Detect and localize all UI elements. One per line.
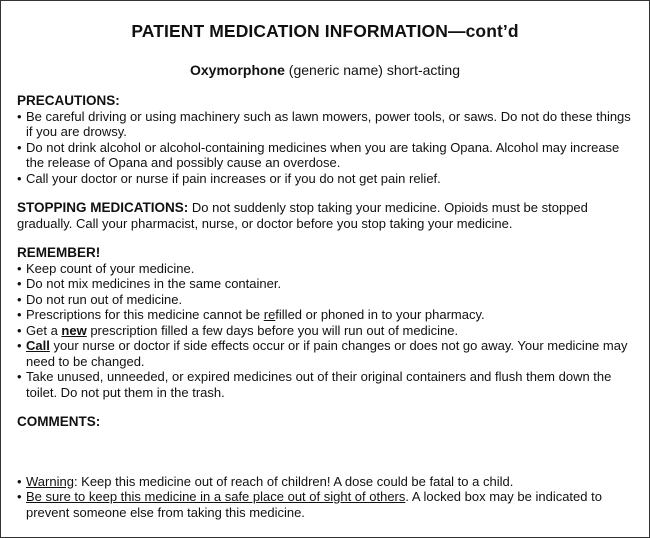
list-item: • Be careful driving or using machinery such as lawn mowers, power tools, or saws. Do not do these things if you are drowsy. (17, 109, 639, 140)
list-item: • Do not run out of medicine. (17, 292, 639, 308)
list-item (17, 489, 639, 520)
item-text: Prescriptions for this medicine cannot be (26, 307, 264, 322)
stopping-paragraph (17, 200, 639, 231)
safety-text: Be sure to keep this medicine in a safe place out of sight of others (26, 489, 406, 504)
comments-heading: COMMENTS: (17, 414, 101, 429)
remember-list (17, 261, 639, 401)
item-text: : Keep this medicine out of reach of children! A dose could be fatal to a child. (73, 473, 514, 489)
item-text: prescription filled a few days before you will run out of medicine. (86, 322, 459, 338)
drug-descriptor: (generic name) short-acting (284, 62, 460, 78)
list-item: • Keep count of your medicine. (17, 261, 639, 277)
stopping-text: Do not suddenly stop taking your medicine. Opioids must be stopped gradually. Call your pharmacist, nurse, or doctor before you stop taking your medicine. (17, 200, 588, 231)
list-item: • Do not drink alcohol or alcohol-containing medicines when you are taking Opana. Alcohol may increase the release of Opana and possibly cause an overdose. (17, 140, 639, 171)
remember-heading: REMEMBER! (17, 245, 101, 260)
document-body (17, 93, 639, 520)
emphasized-text: new (61, 322, 87, 338)
comments-area (17, 430, 639, 474)
item-text: Get a (26, 322, 62, 338)
list-item (17, 323, 639, 339)
emphasized-text: Call (26, 338, 50, 353)
warning-label: Warning (26, 473, 74, 489)
list-item (17, 474, 639, 490)
list-item (17, 307, 639, 323)
item-text: your nurse or doctor if side effects occur or if pain changes or does not go away. Your medicine may need to be changed. (26, 338, 628, 369)
page-title: PATIENT MEDICATION INFORMATION—cont’d (131, 21, 519, 41)
stopping-heading: STOPPING MEDICATIONS: (17, 200, 189, 215)
item-text: filled or phoned in to your pharmacy. (275, 307, 485, 322)
item-text: . A locked box may be indicated to prevent someone else from taking this medicine. (26, 489, 602, 520)
drug-subtitle (1, 62, 649, 78)
drug-name: Oxymorphone (190, 62, 285, 78)
footer-list (17, 474, 639, 521)
list-item: • Take unused, unneeded, or expired medicines out of their original containers and flush them down the toilet. Do not put them in the trash. (17, 369, 639, 400)
underlined-text: re (263, 307, 276, 322)
precautions-list (17, 109, 639, 187)
list-item: • Do not mix medicines in the same container. (17, 276, 639, 292)
list-item (17, 338, 639, 369)
list-item: • Call your doctor or nurse if pain increases or if you do not get pain relief. (17, 171, 639, 187)
precautions-heading: PRECAUTIONS: (17, 93, 120, 108)
